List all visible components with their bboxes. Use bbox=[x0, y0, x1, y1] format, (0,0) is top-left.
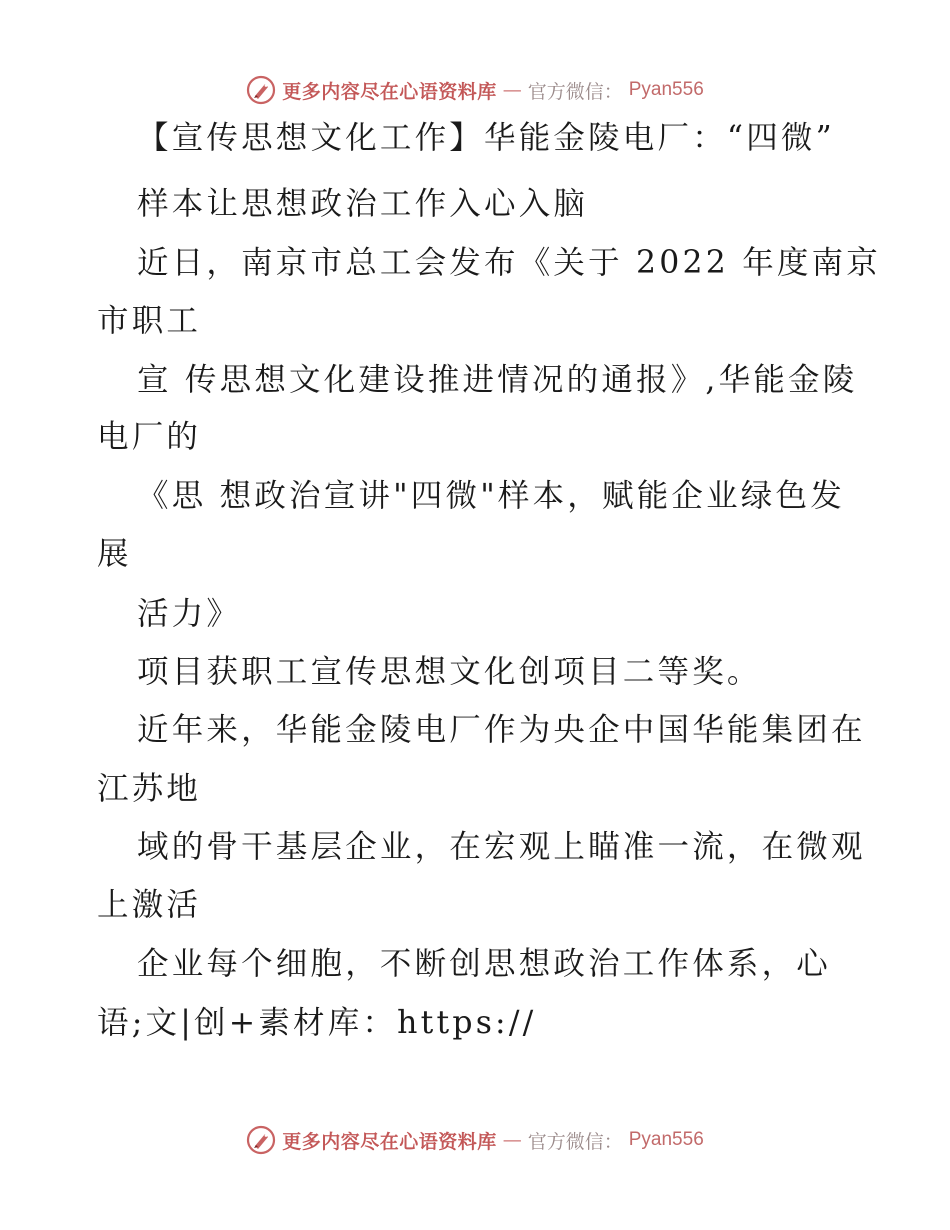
header-watermark bbox=[0, 70, 950, 110]
paragraph-line: 域的骨干基层企业，在宏观上瞄准一流，在微观 bbox=[137, 829, 866, 865]
footer-watermark bbox=[0, 1120, 950, 1160]
title-line-1: 【宣传思想文化工作】华能金陵电厂：“四微” bbox=[137, 120, 835, 156]
watermark-brand-text: 更多内容尽在心语资料库 bbox=[282, 80, 497, 103]
pen-nib-logo-icon bbox=[246, 1125, 276, 1155]
paragraph-line: 宣 传思想文化建设推进情况的通报》,华能金陵 bbox=[137, 362, 858, 398]
paragraph-line: 活力》 bbox=[137, 596, 242, 632]
paragraph-line: 市职工 bbox=[97, 303, 202, 339]
paragraph-line: 近日，南京市总工会发布《关于 2022 年度南京 bbox=[137, 245, 881, 281]
paragraph-line: 语;文|创+素材库：https:// bbox=[97, 1005, 537, 1041]
title-line-2: 样本让思想政治工作入心入脑 bbox=[137, 186, 589, 222]
paragraph-line: 项目获职工宣传思想文化创项目二等奖。 bbox=[137, 654, 762, 690]
watermark-brand-text: 更多内容尽在心语资料库 bbox=[282, 1130, 497, 1153]
pen-nib-logo-icon bbox=[246, 75, 276, 105]
watermark-official-label: 官方微信： bbox=[527, 1130, 623, 1153]
paragraph-line: 展 bbox=[97, 536, 132, 572]
watermark-separator: — bbox=[502, 79, 522, 101]
paragraph-line: 上激活 bbox=[97, 887, 202, 923]
paragraph-line: 电厂的 bbox=[97, 419, 202, 455]
watermark-separator: — bbox=[502, 1129, 522, 1151]
paragraph-line: 企业每个细胞，不断创思想政治工作体系，心 bbox=[137, 946, 832, 982]
watermark-wechat-id: Pyan556 bbox=[628, 79, 704, 100]
watermark-wechat-id: Pyan556 bbox=[628, 1129, 704, 1150]
paragraph-line: 《思 想政治宣讲"四微"样本，赋能企业绿色发 bbox=[137, 478, 845, 514]
paragraph-line: 江苏地 bbox=[97, 771, 202, 807]
paragraph-line: 近年来，华能金陵电厂作为央企中国华能集团在 bbox=[137, 712, 866, 748]
watermark-official-label: 官方微信： bbox=[527, 80, 623, 103]
